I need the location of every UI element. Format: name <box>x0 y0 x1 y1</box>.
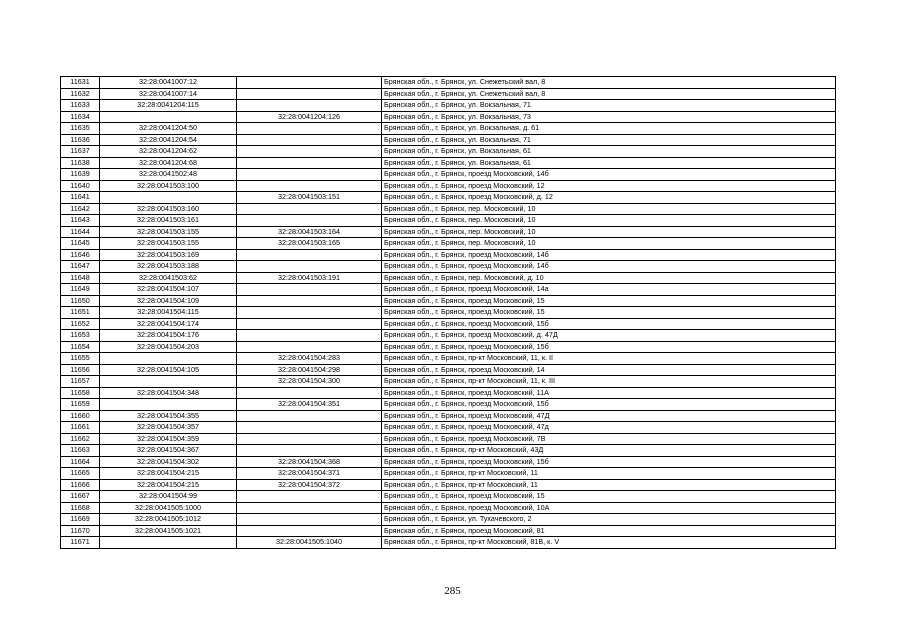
address-cell: Брянская обл., г. Брянск, ул. Вокзальная, 61 <box>382 146 836 158</box>
parcel-number-cell: 32:28:0041503:161 <box>100 215 237 227</box>
row-number-cell: 11658 <box>61 387 100 399</box>
building-number-cell <box>237 284 382 296</box>
table-row <box>61 180 836 192</box>
table-row <box>61 295 836 307</box>
table-row <box>61 376 836 388</box>
building-number-cell <box>237 88 382 100</box>
building-number-cell: 32:28:0041503:191 <box>237 272 382 284</box>
building-number-cell <box>237 445 382 457</box>
parcel-number-cell: 32:28:0041504:99 <box>100 491 237 503</box>
address-cell: Брянская обл., г. Брянск, ул. Снежетьский вал, 8 <box>382 77 836 89</box>
building-number-cell <box>237 491 382 503</box>
parcel-number-cell: 32:28:0041504:105 <box>100 364 237 376</box>
row-number-cell: 11659 <box>61 399 100 411</box>
table-row <box>61 100 836 112</box>
address-cell: Брянская обл., г. Брянск, пер. Московский, 10 <box>382 203 836 215</box>
address-cell: Брянская обл., г. Брянск, пр-кт Московский, 11 <box>382 468 836 480</box>
parcel-number-cell: 32:28:0041503:100 <box>100 180 237 192</box>
table-row <box>61 330 836 342</box>
row-number-cell: 11643 <box>61 215 100 227</box>
table-row <box>61 433 836 445</box>
building-number-cell <box>237 249 382 261</box>
parcel-number-cell <box>100 353 237 365</box>
address-cell: Брянская обл., г. Брянск, пр-кт Московский, 11, к. III <box>382 376 836 388</box>
address-cell: Брянская обл., г. Брянск, проезд Московский, 14б <box>382 261 836 273</box>
building-number-cell: 32:28:0041504:351 <box>237 399 382 411</box>
address-cell: Брянская обл., г. Брянск, проезд Московский, 14б <box>382 169 836 181</box>
address-cell: Брянская обл., г. Брянск, пр-кт Московский, 81В, к. V <box>382 537 836 549</box>
row-number-cell: 11641 <box>61 192 100 204</box>
table-row <box>61 238 836 250</box>
parcel-number-cell: 32:28:0041204:50 <box>100 123 237 135</box>
building-number-cell: 32:28:0041504:283 <box>237 353 382 365</box>
address-cell: Брянская обл., г. Брянск, проезд Московский, 47Д <box>382 410 836 422</box>
building-number-cell <box>237 134 382 146</box>
row-number-cell: 11635 <box>61 123 100 135</box>
table-row <box>61 514 836 526</box>
address-cell: Брянская обл., г. Брянск, ул. Снежетьский вал, 8 <box>382 88 836 100</box>
parcel-number-cell: 32:28:0041503:62 <box>100 272 237 284</box>
table-row <box>61 422 836 434</box>
parcel-number-cell <box>100 192 237 204</box>
row-number-cell: 11639 <box>61 169 100 181</box>
table-row <box>61 134 836 146</box>
building-number-cell <box>237 387 382 399</box>
row-number-cell: 11638 <box>61 157 100 169</box>
building-number-cell <box>237 410 382 422</box>
table-row <box>61 203 836 215</box>
table-row <box>61 479 836 491</box>
building-number-cell <box>237 318 382 330</box>
row-number-cell: 11663 <box>61 445 100 457</box>
table-row <box>61 88 836 100</box>
row-number-cell: 11645 <box>61 238 100 250</box>
building-number-cell: 32:28:0041505:1040 <box>237 537 382 549</box>
address-cell: Брянская обл., г. Брянск, проезд Московский, 15 <box>382 491 836 503</box>
building-number-cell <box>237 307 382 319</box>
building-number-cell <box>237 295 382 307</box>
parcel-number-cell: 32:28:0041503:188 <box>100 261 237 273</box>
table-row <box>61 272 836 284</box>
address-cell: Брянская обл., г. Брянск, ул. Вокзальная, 71 <box>382 134 836 146</box>
table-row <box>61 226 836 238</box>
address-cell: Брянская обл., г. Брянск, проезд Московский, 12 <box>382 180 836 192</box>
address-cell: Брянская обл., г. Брянск, проезд Московский, 15б <box>382 341 836 353</box>
row-number-cell: 11633 <box>61 100 100 112</box>
address-cell: Брянская обл., г. Брянск, проезд Московский, 81 <box>382 525 836 537</box>
parcel-number-cell <box>100 537 237 549</box>
row-number-cell: 11642 <box>61 203 100 215</box>
address-cell: Брянская обл., г. Брянск, проезд Московский, 11А <box>382 387 836 399</box>
row-number-cell: 11651 <box>61 307 100 319</box>
row-number-cell: 11648 <box>61 272 100 284</box>
row-number-cell: 11636 <box>61 134 100 146</box>
address-cell: Брянская обл., г. Брянск, проезд Московский, 14а <box>382 284 836 296</box>
row-number-cell: 11661 <box>61 422 100 434</box>
building-number-cell <box>237 203 382 215</box>
table-row <box>61 445 836 457</box>
table-row <box>61 491 836 503</box>
row-number-cell: 11656 <box>61 364 100 376</box>
table-row <box>61 410 836 422</box>
table-row <box>61 537 836 549</box>
table-row <box>61 353 836 365</box>
parcel-number-cell: 32:28:0041504:109 <box>100 295 237 307</box>
row-number-cell: 11668 <box>61 502 100 514</box>
building-number-cell: 32:28:0041204:126 <box>237 111 382 123</box>
row-number-cell: 11650 <box>61 295 100 307</box>
address-cell: Брянская обл., г. Брянск, проезд Московский, 10А <box>382 502 836 514</box>
building-number-cell: 32:28:0041504:298 <box>237 364 382 376</box>
parcel-number-cell: 32:28:0041504:367 <box>100 445 237 457</box>
parcel-number-cell: 32:28:0041505:1021 <box>100 525 237 537</box>
parcel-number-cell: 32:28:0041503:160 <box>100 203 237 215</box>
parcel-number-cell: 32:28:0041504:203 <box>100 341 237 353</box>
table-row <box>61 284 836 296</box>
table-row <box>61 123 836 135</box>
building-number-cell: 32:28:0041504:300 <box>237 376 382 388</box>
row-number-cell: 11640 <box>61 180 100 192</box>
address-cell: Брянская обл., г. Брянск, пр-кт Московский, 43Д <box>382 445 836 457</box>
table-row <box>61 249 836 261</box>
address-cell: Брянская обл., г. Брянск, проезд Московский, 14 <box>382 364 836 376</box>
building-number-cell <box>237 123 382 135</box>
building-number-cell: 32:28:0041504:368 <box>237 456 382 468</box>
building-number-cell <box>237 422 382 434</box>
address-cell: Брянская обл., г. Брянск, проезд Московский, 15б <box>382 456 836 468</box>
row-number-cell: 11637 <box>61 146 100 158</box>
address-cell: Брянская обл., г. Брянск, проезд Московский, 15б <box>382 399 836 411</box>
row-number-cell: 11652 <box>61 318 100 330</box>
parcel-number-cell: 32:28:0041502:48 <box>100 169 237 181</box>
address-cell: Брянская обл., г. Брянск, пер. Московский, 10 <box>382 226 836 238</box>
table-row <box>61 111 836 123</box>
row-number-cell: 11634 <box>61 111 100 123</box>
row-number-cell: 11654 <box>61 341 100 353</box>
address-cell: Брянская обл., г. Брянск, проезд Московский, 14б <box>382 249 836 261</box>
row-number-cell: 11670 <box>61 525 100 537</box>
table-row <box>61 192 836 204</box>
building-number-cell: 32:28:0041503:165 <box>237 238 382 250</box>
address-cell: Брянская обл., г. Брянск, пер. Московский, 10 <box>382 238 836 250</box>
address-cell: Брянская обл., г. Брянск, пр-кт Московский, 11, к. II <box>382 353 836 365</box>
row-number-cell: 11632 <box>61 88 100 100</box>
row-number-cell: 11646 <box>61 249 100 261</box>
building-number-cell <box>237 146 382 158</box>
parcel-number-cell: 32:28:0041504:359 <box>100 433 237 445</box>
table-row <box>61 341 836 353</box>
row-number-cell: 11667 <box>61 491 100 503</box>
address-cell: Брянская обл., г. Брянск, пер. Московский, 10 <box>382 215 836 227</box>
row-number-cell: 11631 <box>61 77 100 89</box>
page-number: 285 <box>444 585 461 597</box>
row-number-cell: 11664 <box>61 456 100 468</box>
table-row <box>61 468 836 480</box>
table-row <box>61 502 836 514</box>
row-number-cell: 11660 <box>61 410 100 422</box>
building-number-cell: 32:28:0041504:372 <box>237 479 382 491</box>
building-number-cell <box>237 169 382 181</box>
table-row <box>61 318 836 330</box>
building-number-cell: 32:28:0041503:164 <box>237 226 382 238</box>
parcel-number-cell <box>100 111 237 123</box>
parcel-number-cell: 32:28:0041007:12 <box>100 77 237 89</box>
parcel-number-cell: 32:28:0041204:62 <box>100 146 237 158</box>
building-number-cell <box>237 215 382 227</box>
parcel-number-cell: 32:28:0041504:215 <box>100 479 237 491</box>
row-number-cell: 11666 <box>61 479 100 491</box>
row-number-cell: 11669 <box>61 514 100 526</box>
address-cell: Брянская обл., г. Брянск, проезд Московский, 15б <box>382 318 836 330</box>
parcel-number-cell: 32:28:0041505:1012 <box>100 514 237 526</box>
parcel-number-cell: 32:28:0041505:1000 <box>100 502 237 514</box>
table-row <box>61 77 836 89</box>
table-row <box>61 307 836 319</box>
cadastral-register-table <box>60 76 836 549</box>
building-number-cell <box>237 157 382 169</box>
parcel-number-cell: 32:28:0041504:302 <box>100 456 237 468</box>
table-row <box>61 146 836 158</box>
building-number-cell <box>237 180 382 192</box>
parcel-number-cell: 32:28:0041504:215 <box>100 468 237 480</box>
parcel-number-cell: 32:28:0041504:115 <box>100 307 237 319</box>
address-cell: Брянская обл., г. Брянск, пер. Московский, д. 10 <box>382 272 836 284</box>
parcel-number-cell: 32:28:0041503:155 <box>100 226 237 238</box>
building-number-cell <box>237 330 382 342</box>
building-number-cell <box>237 525 382 537</box>
building-number-cell <box>237 261 382 273</box>
parcel-number-cell <box>100 399 237 411</box>
address-cell: Брянская обл., г. Брянск, ул. Вокзальная, д. 61 <box>382 123 836 135</box>
row-number-cell: 11653 <box>61 330 100 342</box>
parcel-number-cell: 32:28:0041503:169 <box>100 249 237 261</box>
parcel-number-cell: 32:28:0041007:14 <box>100 88 237 100</box>
row-number-cell: 11649 <box>61 284 100 296</box>
address-cell: Брянская обл., г. Брянск, проезд Московский, д. 47Д <box>382 330 836 342</box>
building-number-cell: 32:28:0041503:151 <box>237 192 382 204</box>
parcel-number-cell: 32:28:0041204:115 <box>100 100 237 112</box>
address-cell: Брянская обл., г. Брянск, проезд Московский, д. 12 <box>382 192 836 204</box>
parcel-number-cell: 32:28:0041504:348 <box>100 387 237 399</box>
building-number-cell: 32:28:0041504:371 <box>237 468 382 480</box>
parcel-number-cell: 32:28:0041504:107 <box>100 284 237 296</box>
parcel-number-cell: 32:28:0041504:355 <box>100 410 237 422</box>
parcel-number-cell: 32:28:0041503:155 <box>100 238 237 250</box>
parcel-number-cell: 32:28:0041504:357 <box>100 422 237 434</box>
row-number-cell: 11662 <box>61 433 100 445</box>
parcel-number-cell: 32:28:0041204:54 <box>100 134 237 146</box>
table-row <box>61 169 836 181</box>
table-row <box>61 157 836 169</box>
address-cell: Брянская обл., г. Брянск, ул. Тухачевского, 2 <box>382 514 836 526</box>
building-number-cell <box>237 502 382 514</box>
row-number-cell: 11644 <box>61 226 100 238</box>
row-number-cell: 11671 <box>61 537 100 549</box>
parcel-number-cell: 32:28:0041504:174 <box>100 318 237 330</box>
address-cell: Брянская обл., г. Брянск, ул. Вокзальная, 61 <box>382 157 836 169</box>
building-number-cell <box>237 77 382 89</box>
table-row <box>61 456 836 468</box>
row-number-cell: 11657 <box>61 376 100 388</box>
building-number-cell <box>237 341 382 353</box>
table-row <box>61 399 836 411</box>
parcel-number-cell: 32:28:0041504:176 <box>100 330 237 342</box>
table-body <box>61 77 836 549</box>
parcel-number-cell <box>100 376 237 388</box>
address-cell: Брянская обл., г. Брянск, проезд Московский, 47д <box>382 422 836 434</box>
table-row <box>61 525 836 537</box>
table-row <box>61 215 836 227</box>
building-number-cell <box>237 100 382 112</box>
address-cell: Брянская обл., г. Брянск, ул. Вокзальная, 73 <box>382 111 836 123</box>
table-row <box>61 364 836 376</box>
building-number-cell <box>237 433 382 445</box>
table-row <box>61 261 836 273</box>
address-cell: Брянская обл., г. Брянск, проезд Московский, 7В <box>382 433 836 445</box>
row-number-cell: 11655 <box>61 353 100 365</box>
building-number-cell <box>237 514 382 526</box>
table-row <box>61 387 836 399</box>
address-cell: Брянская обл., г. Брянск, пр-кт Московский, 11 <box>382 479 836 491</box>
row-number-cell: 11647 <box>61 261 100 273</box>
address-cell: Брянская обл., г. Брянск, проезд Московский, 15 <box>382 307 836 319</box>
address-cell: Брянская обл., г. Брянск, ул. Вокзальная, 71 <box>382 100 836 112</box>
parcel-number-cell: 32:28:0041204:68 <box>100 157 237 169</box>
address-cell: Брянская обл., г. Брянск, проезд Московский, 15 <box>382 295 836 307</box>
row-number-cell: 11665 <box>61 468 100 480</box>
